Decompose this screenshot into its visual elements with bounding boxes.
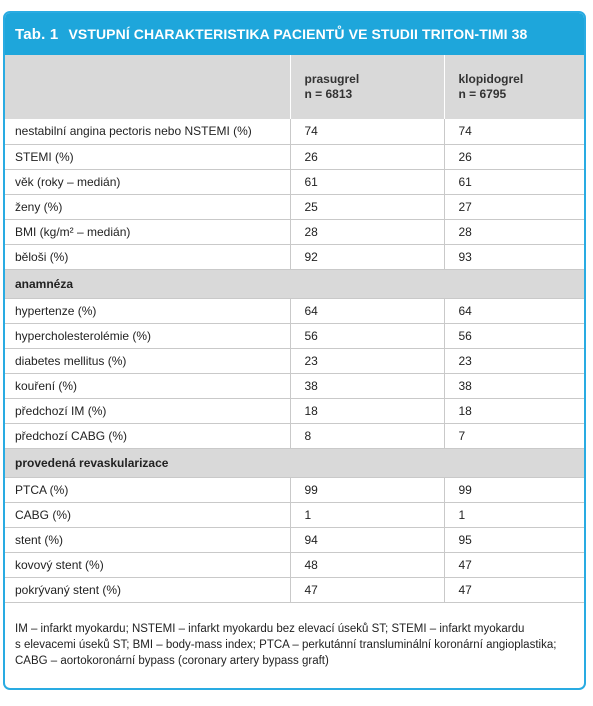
header-klopidogrel-name: klopidogrel bbox=[458, 72, 524, 86]
header-prasugrel bbox=[290, 55, 444, 119]
section-title: anamnéza bbox=[5, 269, 584, 298]
klopidogrel-value: 64 bbox=[444, 298, 584, 323]
table-row bbox=[5, 502, 584, 527]
klopidogrel-value: 26 bbox=[444, 144, 584, 169]
prasugrel-value: 25 bbox=[290, 194, 444, 219]
prasugrel-value: 26 bbox=[290, 144, 444, 169]
row-label: stent (%) bbox=[5, 527, 290, 552]
table-row bbox=[5, 552, 584, 577]
table-row bbox=[5, 527, 584, 552]
klopidogrel-value: 1 bbox=[444, 502, 584, 527]
table-row bbox=[5, 144, 584, 169]
klopidogrel-value: 23 bbox=[444, 348, 584, 373]
row-label: PTCA (%) bbox=[5, 477, 290, 502]
prasugrel-value: 38 bbox=[290, 373, 444, 398]
table-card bbox=[3, 11, 586, 690]
footnote-line: s elevacemi úseků ST; BMI – body-mass index; PTCA – perkutánní transluminální koronární angioplastika; bbox=[15, 638, 557, 651]
header-klopidogrel-n: n = 6795 bbox=[458, 87, 507, 101]
header-prasugrel-name: prasugrel bbox=[304, 72, 360, 86]
klopidogrel-value: 56 bbox=[444, 323, 584, 348]
section-header-row bbox=[5, 269, 584, 298]
table-row bbox=[5, 323, 584, 348]
klopidogrel-value: 61 bbox=[444, 169, 584, 194]
row-label: kouření (%) bbox=[5, 373, 290, 398]
klopidogrel-value: 38 bbox=[444, 373, 584, 398]
klopidogrel-value: 18 bbox=[444, 398, 584, 423]
row-label: hypercholesterolémie (%) bbox=[5, 323, 290, 348]
row-label: předchozí IM (%) bbox=[5, 398, 290, 423]
characteristics-table bbox=[5, 55, 584, 603]
table-row bbox=[5, 219, 584, 244]
row-label: věk (roky – medián) bbox=[5, 169, 290, 194]
prasugrel-value: 28 bbox=[290, 219, 444, 244]
header-label-column bbox=[5, 55, 290, 119]
prasugrel-value: 56 bbox=[290, 323, 444, 348]
prasugrel-value: 74 bbox=[290, 119, 444, 144]
klopidogrel-value: 99 bbox=[444, 477, 584, 502]
klopidogrel-value: 74 bbox=[444, 119, 584, 144]
section-title: provedená revaskularizace bbox=[5, 448, 584, 477]
prasugrel-value: 18 bbox=[290, 398, 444, 423]
table-row bbox=[5, 398, 584, 423]
row-label: pokrývaný stent (%) bbox=[5, 577, 290, 602]
row-label: předchozí CABG (%) bbox=[5, 423, 290, 448]
table-row bbox=[5, 119, 584, 144]
table-row bbox=[5, 169, 584, 194]
table-row bbox=[5, 477, 584, 502]
prasugrel-value: 23 bbox=[290, 348, 444, 373]
table-row bbox=[5, 373, 584, 398]
row-label: diabetes mellitus (%) bbox=[5, 348, 290, 373]
row-label: STEMI (%) bbox=[5, 144, 290, 169]
klopidogrel-value: 47 bbox=[444, 552, 584, 577]
klopidogrel-value: 95 bbox=[444, 527, 584, 552]
prasugrel-value: 8 bbox=[290, 423, 444, 448]
row-label: CABG (%) bbox=[5, 502, 290, 527]
prasugrel-value: 92 bbox=[290, 244, 444, 269]
row-label: nestabilní angina pectoris nebo NSTEMI (%) bbox=[5, 119, 290, 144]
table-row bbox=[5, 244, 584, 269]
row-label: kovový stent (%) bbox=[5, 552, 290, 577]
table-row bbox=[5, 298, 584, 323]
header-prasugrel-n: n = 6813 bbox=[304, 87, 353, 101]
klopidogrel-value: 28 bbox=[444, 219, 584, 244]
table-row bbox=[5, 348, 584, 373]
prasugrel-value: 61 bbox=[290, 169, 444, 194]
klopidogrel-value: 47 bbox=[444, 577, 584, 602]
prasugrel-value: 1 bbox=[290, 502, 444, 527]
table-title: VSTUPNÍ CHARAKTERISTIKA PACIENTŮ VE STUDII TRITON-TIMI 38 bbox=[68, 26, 528, 42]
table-header-row bbox=[5, 55, 584, 119]
klopidogrel-value: 7 bbox=[444, 423, 584, 448]
table-footnote bbox=[5, 603, 584, 669]
row-label: hypertenze (%) bbox=[5, 298, 290, 323]
table-row bbox=[5, 577, 584, 602]
footnote-line: IM – infarkt myokardu; NSTEMI – infarkt myokardu bez elevací úseků ST; STEMI – infarkt myokardu bbox=[15, 622, 525, 635]
prasugrel-value: 94 bbox=[290, 527, 444, 552]
section-header-row bbox=[5, 448, 584, 477]
prasugrel-value: 64 bbox=[290, 298, 444, 323]
prasugrel-value: 47 bbox=[290, 577, 444, 602]
footnote-line: CABG – aortokoronární bypass (coronary artery bypass graft) bbox=[15, 654, 329, 667]
row-label: běloši (%) bbox=[5, 244, 290, 269]
klopidogrel-value: 93 bbox=[444, 244, 584, 269]
table-row bbox=[5, 194, 584, 219]
table-number: Tab. 1 bbox=[15, 25, 59, 43]
table-title-bar bbox=[5, 13, 584, 55]
row-label: BMI (kg/m² – medián) bbox=[5, 219, 290, 244]
header-klopidogrel bbox=[444, 55, 584, 119]
row-label: ženy (%) bbox=[5, 194, 290, 219]
prasugrel-value: 48 bbox=[290, 552, 444, 577]
prasugrel-value: 99 bbox=[290, 477, 444, 502]
klopidogrel-value: 27 bbox=[444, 194, 584, 219]
table-row bbox=[5, 423, 584, 448]
